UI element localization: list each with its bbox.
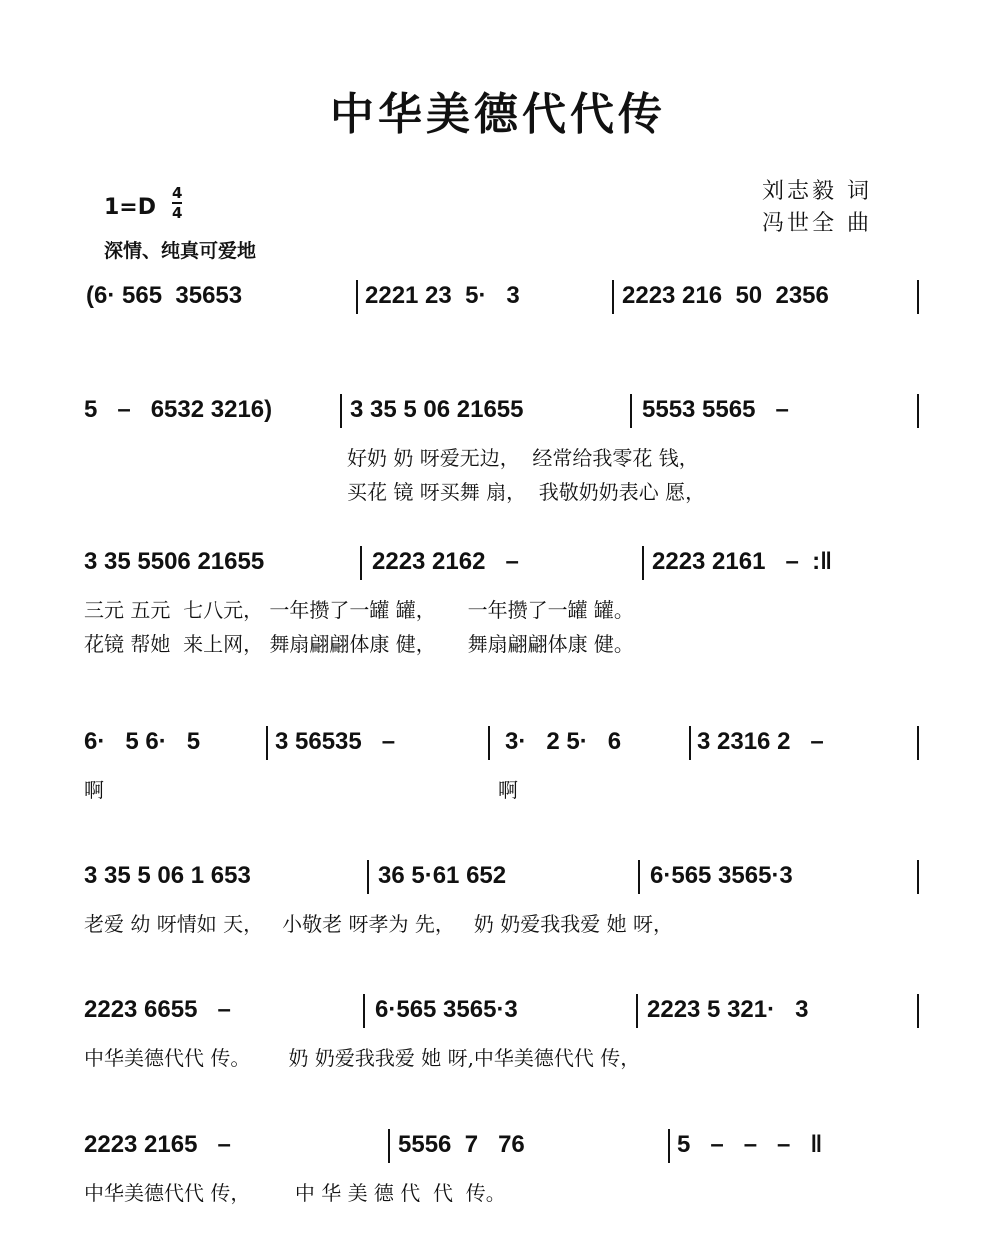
bar-line (638, 860, 640, 894)
bar-line (340, 394, 342, 428)
time-signature (172, 184, 182, 222)
bar-line (612, 280, 614, 314)
measure: 2223 6655 – (84, 996, 231, 1023)
measure: (6· 565 35653 (86, 282, 243, 309)
measure: 3 56535 – (275, 728, 396, 755)
time-bottom: 4 (172, 204, 183, 222)
measure: 5553 5565 – (642, 396, 789, 423)
lyric-line: 好奶 奶 呀爱无边， 经常给我零花 钱， (347, 446, 699, 470)
measure: 2221 23 5· 3 (365, 282, 520, 309)
lyric-line: 花镜 帮她 来上网， 舞扇翩翩体康 健， 舞扇翩翩体康 健。 (84, 632, 634, 656)
lyric-line: 三元 五元 七八元， 一年攒了一罐 罐， 一年攒了一罐 罐。 (84, 598, 634, 622)
bar-line (917, 994, 919, 1028)
bar-line (636, 994, 638, 1028)
bar-line (642, 546, 644, 580)
lyric-line: 老爱 幼 呀情如 天， 小敬老 呀孝为 先， 奶 奶爱我我爱 她 呀， (84, 912, 674, 936)
bar-line (917, 860, 919, 894)
measure: 6·565 3565·3 (375, 996, 518, 1023)
bar-line (367, 860, 369, 894)
measure: 36 5·61 652 (378, 862, 507, 889)
song-title: 中华美德代代传 (330, 89, 666, 140)
tempo-marking: 深情、纯真可爱地 (104, 240, 257, 262)
bar-line (668, 1129, 670, 1163)
lyric-line: 啊 (84, 778, 104, 802)
composer: 冯世全 曲 (762, 211, 872, 236)
measure: 3 35 5 06 1 653 (84, 862, 251, 889)
measure: 6· 5 6· 5 (84, 728, 201, 755)
bar-line (388, 1129, 390, 1163)
bar-line (360, 546, 362, 580)
measure: 3 35 5 06 21655 (350, 396, 524, 423)
bar-line (689, 726, 691, 760)
bar-line (488, 726, 490, 760)
measure: 2223 2165 – (84, 1131, 231, 1158)
measure: 5 – – – ‖ (677, 1131, 823, 1158)
measure: 6·565 3565·3 (650, 862, 793, 889)
lyricist: 刘志毅 词 (762, 179, 872, 204)
measure: 2223 2161 – :‖ (652, 548, 833, 575)
bar-line (917, 726, 919, 760)
lyric-line: 啊 (498, 778, 518, 802)
bar-line (363, 994, 365, 1028)
measure: 2223 2162 – (372, 548, 519, 575)
bar-line (917, 394, 919, 428)
lyric-line: 买花 镜 呀买舞 扇， 我敬奶奶表心 愿， (347, 480, 706, 504)
measure: 3 2316 2 – (697, 728, 824, 755)
measure: 3 35 5506 21655 (84, 548, 265, 575)
bar-line (630, 394, 632, 428)
time-top: 4 (172, 184, 183, 202)
measure: 5 – 6532 3216) (84, 396, 273, 423)
lyric-line: 中华美德代代 传。 奶 奶爱我我爱 她 呀,中华美德代代 传， (84, 1046, 641, 1070)
lyric-line: 中华美德代代 传， 中 华 美 德 代 代 传。 (84, 1181, 506, 1205)
key-signature: 1=D (104, 195, 157, 220)
measure: 5556 7 76 (398, 1131, 525, 1158)
measure: 3· 2 5· 6 (505, 728, 622, 755)
bar-line (266, 726, 268, 760)
bar-line (917, 280, 919, 314)
measure: 2223 5 321· 3 (647, 996, 809, 1023)
bar-line (356, 280, 358, 314)
measure: 2223 216 50 2356 (622, 282, 829, 309)
